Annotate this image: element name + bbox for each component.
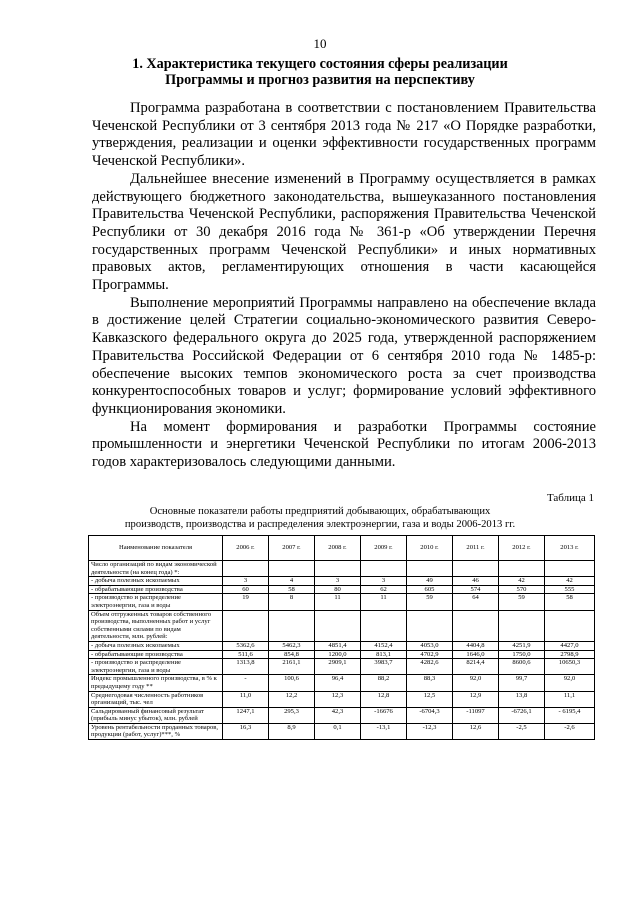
value-cell: 88,3 [407,675,453,691]
value-cell: 58 [269,585,315,594]
value-cell: 4053,0 [407,641,453,650]
value-cell: 0,1 [315,723,361,739]
value-cell: 12,2 [269,691,315,707]
value-cell: 2798,9 [545,650,595,659]
column-header: 2006 г. [223,536,269,561]
value-cell [315,610,361,641]
value-cell [315,561,361,577]
paragraph: Выполнение мероприятий Программы направлено на обеспечение вклада в достижение целей Стратегии социально-экономического развития Северо-Кавказского федерального округа до 2025 года, утвержденной распоряжением Правительства Российской Федерации от 6 сентября 2010 года № 1485-р: обеспечение высоких темпов экономического роста за счет производства конкурентоспособных товаров и услуг; формирование условий эффективного функционирования экономики. [92,294,596,417]
value-cell: 3 [315,577,361,586]
value-cell: 8214,4 [453,659,499,675]
column-header: 2008 г. [315,536,361,561]
value-cell: 16,3 [223,723,269,739]
value-cell: 813,1 [361,650,407,659]
value-cell: 42 [545,577,595,586]
row-label-cell: Индекс промышленного производства, в % к предыдущему году ** [89,675,223,691]
value-cell [453,610,499,641]
value-cell: -11097 [453,707,499,723]
paragraph: Программа разработана в соответствии с постановлением Правительства Чеченской Республики от 3 сентября 2013 года № 217 «О Порядке разработки, утверждения, реализации и оценки эффективности государственных программ Чеченской Республики». [92,100,596,170]
value-cell: 1200,0 [315,650,361,659]
value-cell: 49 [407,577,453,586]
value-cell: 605 [407,585,453,594]
value-cell: 11,0 [223,691,269,707]
value-cell: 12,5 [407,691,453,707]
value-cell [269,610,315,641]
value-cell: 8 [269,594,315,610]
column-header: 2009 г. [361,536,407,561]
table-row [89,659,595,675]
value-cell: 5462,3 [269,641,315,650]
table-row [89,723,595,739]
table-row [89,561,595,577]
value-cell: 2909,1 [315,659,361,675]
value-cell: - [223,675,269,691]
value-cell: -13,1 [361,723,407,739]
value-cell: 60 [223,585,269,594]
value-cell: 4251,9 [499,641,545,650]
value-cell: 96,4 [315,675,361,691]
column-header: 2007 г. [269,536,315,561]
column-header: 2011 г. [453,536,499,561]
row-label-cell: - производство и распределение электроэнергии, газа и воды [89,594,223,610]
value-cell: -6704,3 [407,707,453,723]
column-header: Наименование показателя [89,536,223,561]
value-cell: 1646,0 [453,650,499,659]
row-label-cell: Сальдированный финансовый результат (прибыль минус убыток), млн. рублей [89,707,223,723]
section-heading [80,56,560,88]
body-text [92,100,596,472]
value-cell: 5362,6 [223,641,269,650]
value-cell: 46 [453,577,499,586]
table-title [110,505,530,531]
column-header: 2012 г. [499,536,545,561]
column-header: 2010 г. [407,536,453,561]
value-cell: 4 [269,577,315,586]
value-cell [223,561,269,577]
value-cell: 92,0 [545,675,595,691]
table-row [89,650,595,659]
value-cell [499,561,545,577]
row-label-cell: Число организаций по видам экономической деятельности (на конец года) *: [89,561,223,577]
value-cell: 1247,1 [223,707,269,723]
value-cell: 11 [315,594,361,610]
row-label-cell: - обрабатывающие производства [89,585,223,594]
table-row [89,594,595,610]
value-cell: 42 [499,577,545,586]
value-cell [545,610,595,641]
value-cell: 854,8 [269,650,315,659]
value-cell: 42,3 [315,707,361,723]
value-cell: 4702,9 [407,650,453,659]
row-label-cell: - добыча полезных ископаемых [89,577,223,586]
value-cell [407,561,453,577]
value-cell: 19 [223,594,269,610]
value-cell: 8600,6 [499,659,545,675]
value-cell: 12,8 [361,691,407,707]
value-cell [361,610,407,641]
table-label: Таблица 1 [546,492,594,504]
row-label-cell: Среднегодовая численность работников организаций, тыс. чел [89,691,223,707]
table-row [89,641,595,650]
table-row [89,585,595,594]
value-cell [499,610,545,641]
row-label-cell: Объем отгруженных товаров собственного производства, выполненных работ и услуг собственными силами по видам деятельности, млн. рублей: [89,610,223,641]
paragraph: На момент формирования и разработки Программы состояние промышленности и энергетики Чеченской Республики по итогам 2006-2013 годов характеризовалось следующими данными. [92,418,596,471]
value-cell: 13,8 [499,691,545,707]
value-cell [269,561,315,577]
value-cell: 59 [499,594,545,610]
value-cell [223,610,269,641]
table-row [89,707,595,723]
value-cell [453,561,499,577]
paragraph: Дальнейшее внесение изменений в Программу осуществляется в рамках действующего бюджетного законодательства, вышеуказанного постановления Правительства Чеченской Республики, распоряжения Правительства Чеченской Республики от 30 декабря 2016 года № 361-р «Об утверждении Перечня государственных программ Чеченской Республики» и иных нормативных правовых актов, регламентирующих отношения в части касающейся Программы. [92,170,596,294]
value-cell: 88,2 [361,675,407,691]
value-cell: -16676 [361,707,407,723]
value-cell: 99,7 [499,675,545,691]
value-cell [407,610,453,641]
value-cell [361,561,407,577]
value-cell: 511,6 [223,650,269,659]
table-title-line: Основные показатели работы предприятий добывающих, обрабатывающих [149,506,491,517]
value-cell: 3983,7 [361,659,407,675]
value-cell: 64 [453,594,499,610]
value-cell: 4404,8 [453,641,499,650]
value-cell: 4282,6 [407,659,453,675]
value-cell: 10650,3 [545,659,595,675]
value-cell: 11 [361,594,407,610]
indicators-table [88,535,595,740]
value-cell: 8,9 [269,723,315,739]
value-cell: -2,6 [545,723,595,739]
value-cell: 2161,1 [269,659,315,675]
value-cell: -2,5 [499,723,545,739]
value-cell: 12,6 [453,723,499,739]
table-row [89,691,595,707]
value-cell: 570 [499,585,545,594]
row-label-cell: Уровень рентабельности проданных товаров, продукции (работ, услуг)***, % [89,723,223,739]
value-cell: 3 [361,577,407,586]
value-cell: 62 [361,585,407,594]
value-cell: 1313,8 [223,659,269,675]
row-label-cell: - обрабатывающие производства [89,650,223,659]
value-cell: 4152,4 [361,641,407,650]
row-label-cell: - производство и распределение электроэнергии, газа и воды [89,659,223,675]
row-label-cell: - добыча полезных ископаемых [89,641,223,650]
value-cell: 555 [545,585,595,594]
page-number: 10 [313,36,327,51]
value-cell: 295,3 [269,707,315,723]
section-heading-line: 1. Характеристика текущего состояния сферы реализации [132,56,508,72]
value-cell: 4427,0 [545,641,595,650]
section-heading-line: Программы и прогноз развития на перспективу [165,72,475,88]
value-cell: 12,3 [315,691,361,707]
value-cell: 3 [223,577,269,586]
table-header-row [89,536,595,561]
value-cell: - 6195,4 [545,707,595,723]
value-cell: -6726,1 [499,707,545,723]
table-title-line: производств, производства и распределения электроэнергии, газа и воды 2006-2013 гг. [124,519,516,530]
table-row [89,675,595,691]
value-cell: 11,1 [545,691,595,707]
value-cell: 1750,0 [499,650,545,659]
value-cell: 12,9 [453,691,499,707]
value-cell [545,561,595,577]
value-cell: 58 [545,594,595,610]
value-cell: 4851,4 [315,641,361,650]
value-cell: 100,6 [269,675,315,691]
table-row [89,610,595,641]
value-cell: 59 [407,594,453,610]
value-cell: -12,3 [407,723,453,739]
value-cell: 92,0 [453,675,499,691]
value-cell: 80 [315,585,361,594]
table-row [89,577,595,586]
column-header: 2013 г. [545,536,595,561]
value-cell: 574 [453,585,499,594]
